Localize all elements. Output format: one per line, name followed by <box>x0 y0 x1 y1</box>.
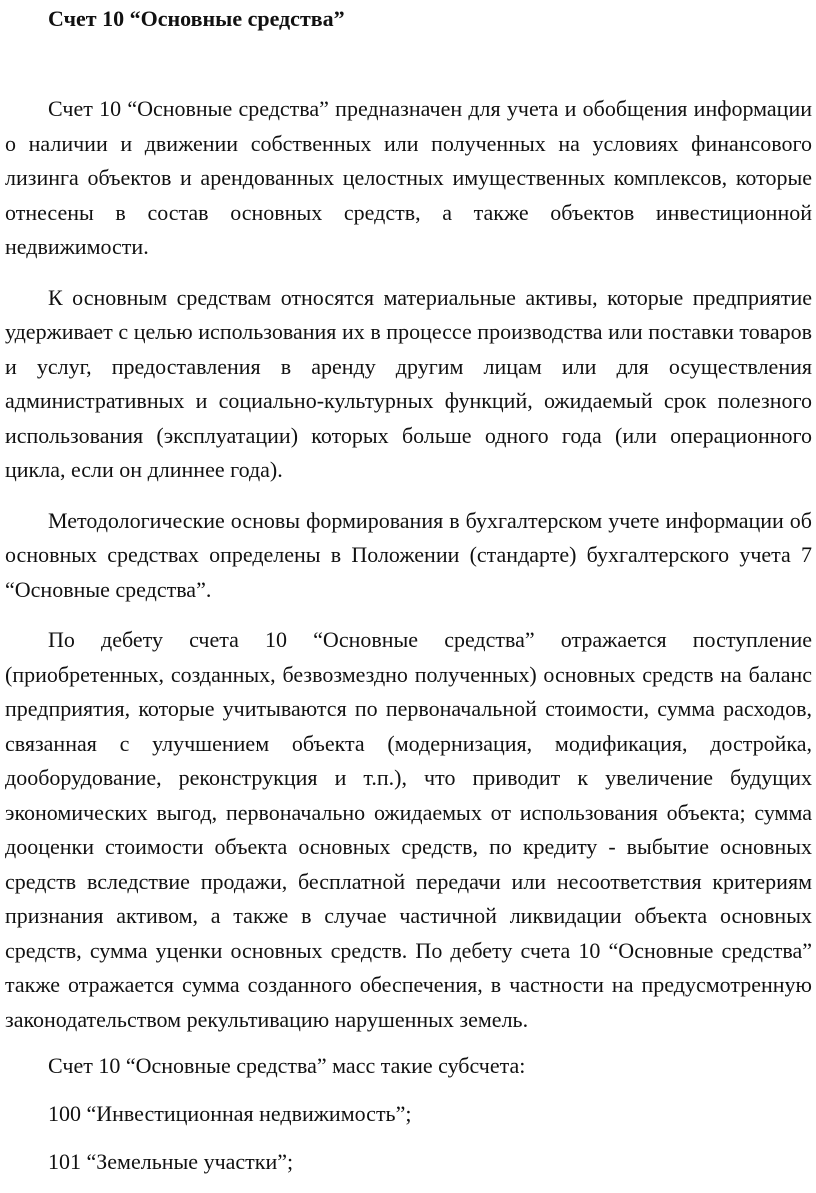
subaccounts-intro: Счет 10 “Основные средства” масс такие субсчета: <box>48 1053 526 1078</box>
paragraph-purpose: Счет 10 “Основные средства” предназначен для учета и обобщения информации о наличии и движении собственных или полученных на условиях финансового лизинга объектов и арендованных целостных имущественных комплексов, которые отнесены в состав основных средств, а также объектов инвестиционной недвижимости. <box>5 96 812 259</box>
paragraph-debit-credit: По дебету счета 10 “Основные средства” отражается поступление (приобретенных, созданных, безвозмездно полученных) основных средств на баланс предприятия, которые учитываются по первоначальной стоимости, сумма расходов, связанная с улучшением объекта (модернизация, модификация, достройка, дооборудование, реконструкция и т.п.), что приводит к увеличение будущих экономических выгод, первоначально ожидаемых от использования объекта; сумма дооценки стоимости объекта основных средств, по кредиту - выбытие основных средств вследствие продажи, бесплатной передачи или несоответствия критериям признания активом, а также в случае частичной ликвидации объекта основных средств, сумма уценки основных средств. По дебету счета 10 “Основные средства” также отражается сумма созданного обеспечения, в частности на предусмотренную законодательством рекультивацию нарушенных земель. <box>5 627 812 1032</box>
paragraph-methodology: Методологические основы формирования в бухгалтерском учете информации об основных средствах определены в Положении (стандарте) бухгалтерского учета 7 “Основные средства”. <box>5 507 812 602</box>
document-title: Счет 10 “Основные средства” <box>48 6 345 31</box>
document-body <box>5 92 812 1193</box>
subaccount-item: 100 “Инвестиционная недвижимость”; <box>48 1101 412 1126</box>
paragraph-definition: К основным средствам относятся материальные активы, которые предприятие удерживает с целью использования их в процессе производства или поставки товаров и услуг, предоставления в аренду другим лицам или для осуществления административных и социально-культурных функций, ожидаемый срок полезного использования (эксплуатации) которых больше одного года (или операционного цикла, если он длиннее года). <box>5 284 812 482</box>
subaccount-item: 101 “Земельные участки”; <box>48 1149 294 1174</box>
